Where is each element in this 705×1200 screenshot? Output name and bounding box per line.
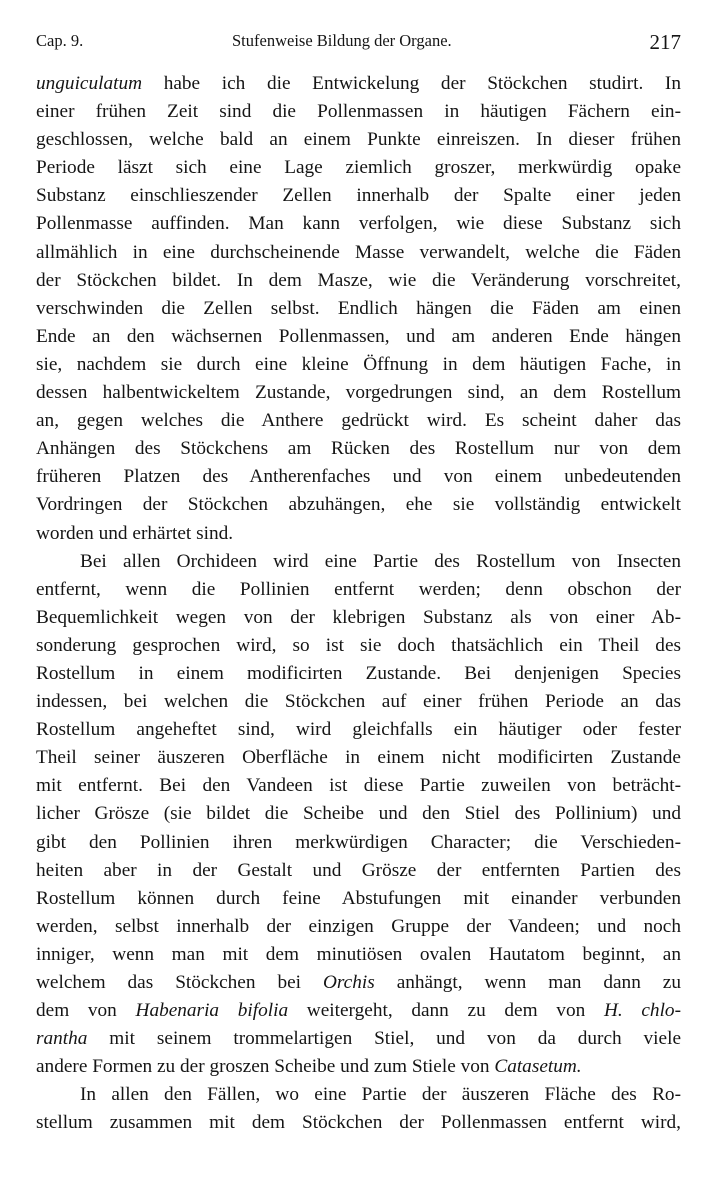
page-number: 217 xyxy=(649,30,681,54)
text-run: sie, nachdem sie durch eine kleine Öffnung in dem häutigen Fache, in xyxy=(36,353,681,375)
text-line xyxy=(36,126,681,154)
text-line xyxy=(36,379,681,407)
text-line xyxy=(36,632,681,660)
text-run: inniger, wenn man mit dem minutiösen ovalen Hautatom beginnt, an xyxy=(36,943,681,965)
italic-term: H. chlo- xyxy=(603,1000,681,1022)
text-run: dessen halbentwickeltem Zustande, vorgedrungen sind, an dem Rostellum xyxy=(36,382,681,404)
text-run: welchem das Stöckchen bei xyxy=(36,972,323,993)
text-run: Rostellum können durch feine Abstufungen mit einander verbunden xyxy=(36,887,681,909)
text-run: Bequemlichkeit wegen von der klebrigen Substanz als von einer Ab- xyxy=(36,606,681,628)
text-line xyxy=(36,239,681,267)
italic-term: rantha xyxy=(36,1028,88,1050)
text-line xyxy=(36,885,681,913)
text-run: weitergeht, dann zu dem von xyxy=(288,1000,604,1022)
text-run: Rostellum in einem modificirten Zustande. Bei denjenigen Species xyxy=(36,662,681,684)
text-line xyxy=(36,267,681,295)
text-run: dem von xyxy=(36,1000,136,1022)
text-line xyxy=(36,716,681,744)
text-run: worden und erhärtet sind. xyxy=(36,522,234,544)
text-run: mit seinem trommelartigen Stiel, und von da durch viele xyxy=(87,1028,681,1050)
text-line xyxy=(36,70,681,98)
text-line xyxy=(36,744,681,772)
text-run: früheren Platzen des Antherenfaches und von einem unbedeutenden xyxy=(36,466,681,488)
italic-term: Orchis xyxy=(322,972,375,993)
text-line xyxy=(36,463,681,491)
text-line xyxy=(36,435,681,463)
text-line xyxy=(36,491,681,519)
text-run: einer frühen Zeit sind die Pollenmassen in häutigen Fächern ein- xyxy=(36,101,681,123)
text-line xyxy=(36,323,681,351)
text-line xyxy=(36,520,681,548)
text-run: an, gegen welches die Anthere gedrückt wird. Es scheint daher das xyxy=(36,410,681,432)
text-run: stellum zusammen mit dem Stöckchen der Pollenmassen entfernt wird, xyxy=(36,1112,681,1134)
text-line xyxy=(36,154,681,182)
italic-term: Habenaria bifolia xyxy=(135,1000,289,1022)
running-title: Stufenweise Bildung der Organe. xyxy=(232,31,452,50)
chapter-label: Cap. 9. xyxy=(36,31,84,50)
book-page xyxy=(36,0,681,1200)
text-line xyxy=(36,857,681,885)
text-run: Vordringen der Stöckchen abzuhängen, ehe sie vollständig entwickelt xyxy=(36,494,681,516)
text-line xyxy=(36,1081,681,1109)
text-line xyxy=(36,688,681,716)
text-run: gibt den Pollinien ihren merkwürdigen Character; die Verschieden- xyxy=(36,831,681,853)
text-line xyxy=(36,604,681,632)
text-line xyxy=(36,1109,681,1137)
text-run: Substanz einschlieszender Zellen innerhalb der Spalte einer jeden xyxy=(36,185,681,207)
text-run: werden, selbst innerhalb der einzigen Gruppe der Vandeen; und noch xyxy=(36,915,681,937)
text-line xyxy=(36,295,681,323)
text-line xyxy=(36,548,681,576)
text-run: Theil seiner äuszeren Oberfläche in einem nicht modificirten Zustande xyxy=(36,747,681,769)
text-line xyxy=(36,407,681,435)
text-run: sonderung gesprochen wird, so ist sie doch thatsächlich ein Theil des xyxy=(36,634,681,656)
text-run: Ende an den wächsernen Pollenmassen, und am anderen Ende hängen xyxy=(36,325,681,347)
running-header xyxy=(36,0,681,70)
text-line xyxy=(36,800,681,828)
text-run: verschwinden die Zellen selbst. Endlich hängen die Fäden am einen xyxy=(36,297,681,319)
text-run: mit entfernt. Bei den Vandeen ist diese Partie zuweilen von beträcht- xyxy=(36,775,681,797)
italic-term: unguiculatum xyxy=(36,73,143,94)
text-run: licher Grösze (sie bildet die Scheibe und den Stiel des Pollinium) und xyxy=(36,803,681,825)
text-line xyxy=(36,997,681,1025)
text-run: entfernt, wenn die Pollinien entfernt werden; denn obschon der xyxy=(36,578,681,600)
text-line xyxy=(36,1025,681,1053)
text-line xyxy=(36,913,681,941)
paragraph xyxy=(36,548,681,1082)
text-run: Rostellum angeheftet sind, wird gleichfalls ein häutiger oder fester xyxy=(36,719,681,741)
italic-term: Catasetum. xyxy=(494,1056,582,1078)
text-run: heiten aber in der Gestalt und Grösze der entfernten Partien des xyxy=(36,859,681,881)
text-run: anhängt, wenn man dann zu xyxy=(374,972,681,993)
text-run: Anhängen des Stöckchens am Rücken des Rostellum nur von dem xyxy=(36,438,681,460)
paragraph xyxy=(36,70,681,548)
text-line xyxy=(36,1053,681,1081)
text-line xyxy=(36,660,681,688)
text-line xyxy=(36,969,681,997)
text-run: Periode läszt sich eine Lage ziemlich groszer, merkwürdig opake xyxy=(36,157,681,179)
body-text xyxy=(36,70,681,1138)
text-run: indessen, bei welchen die Stöckchen auf einer frühen Periode an das xyxy=(36,691,681,713)
text-line xyxy=(36,829,681,857)
text-line xyxy=(36,576,681,604)
text-run: andere Formen zu der groszen Scheibe und zum Stiele von xyxy=(36,1056,495,1078)
text-run: In allen den Fällen, wo eine Partie der äuszeren Fläche des Ro- xyxy=(80,1084,681,1106)
paragraph xyxy=(36,1081,681,1137)
text-run: Bei allen Orchideen wird eine Partie des Rostellum von Insecten xyxy=(80,550,681,572)
text-line xyxy=(36,182,681,210)
text-run: geschlossen, welche bald an einem Punkte einreiszen. In dieser frühen xyxy=(36,129,681,151)
text-run: der Stöckchen bildet. In dem Masze, wie die Veränderung vorschreitet, xyxy=(36,269,681,291)
text-run: habe ich die Entwickelung der Stöckchen studirt. In xyxy=(142,73,681,94)
text-run: allmählich in eine durchscheinende Masse verwandelt, welche die Fäden xyxy=(36,241,681,263)
text-line xyxy=(36,351,681,379)
text-line xyxy=(36,98,681,126)
text-line xyxy=(36,941,681,969)
text-line xyxy=(36,772,681,800)
text-run: Pollenmasse auffinden. Man kann verfolgen, wie diese Substanz sich xyxy=(36,213,681,235)
text-line xyxy=(36,210,681,238)
